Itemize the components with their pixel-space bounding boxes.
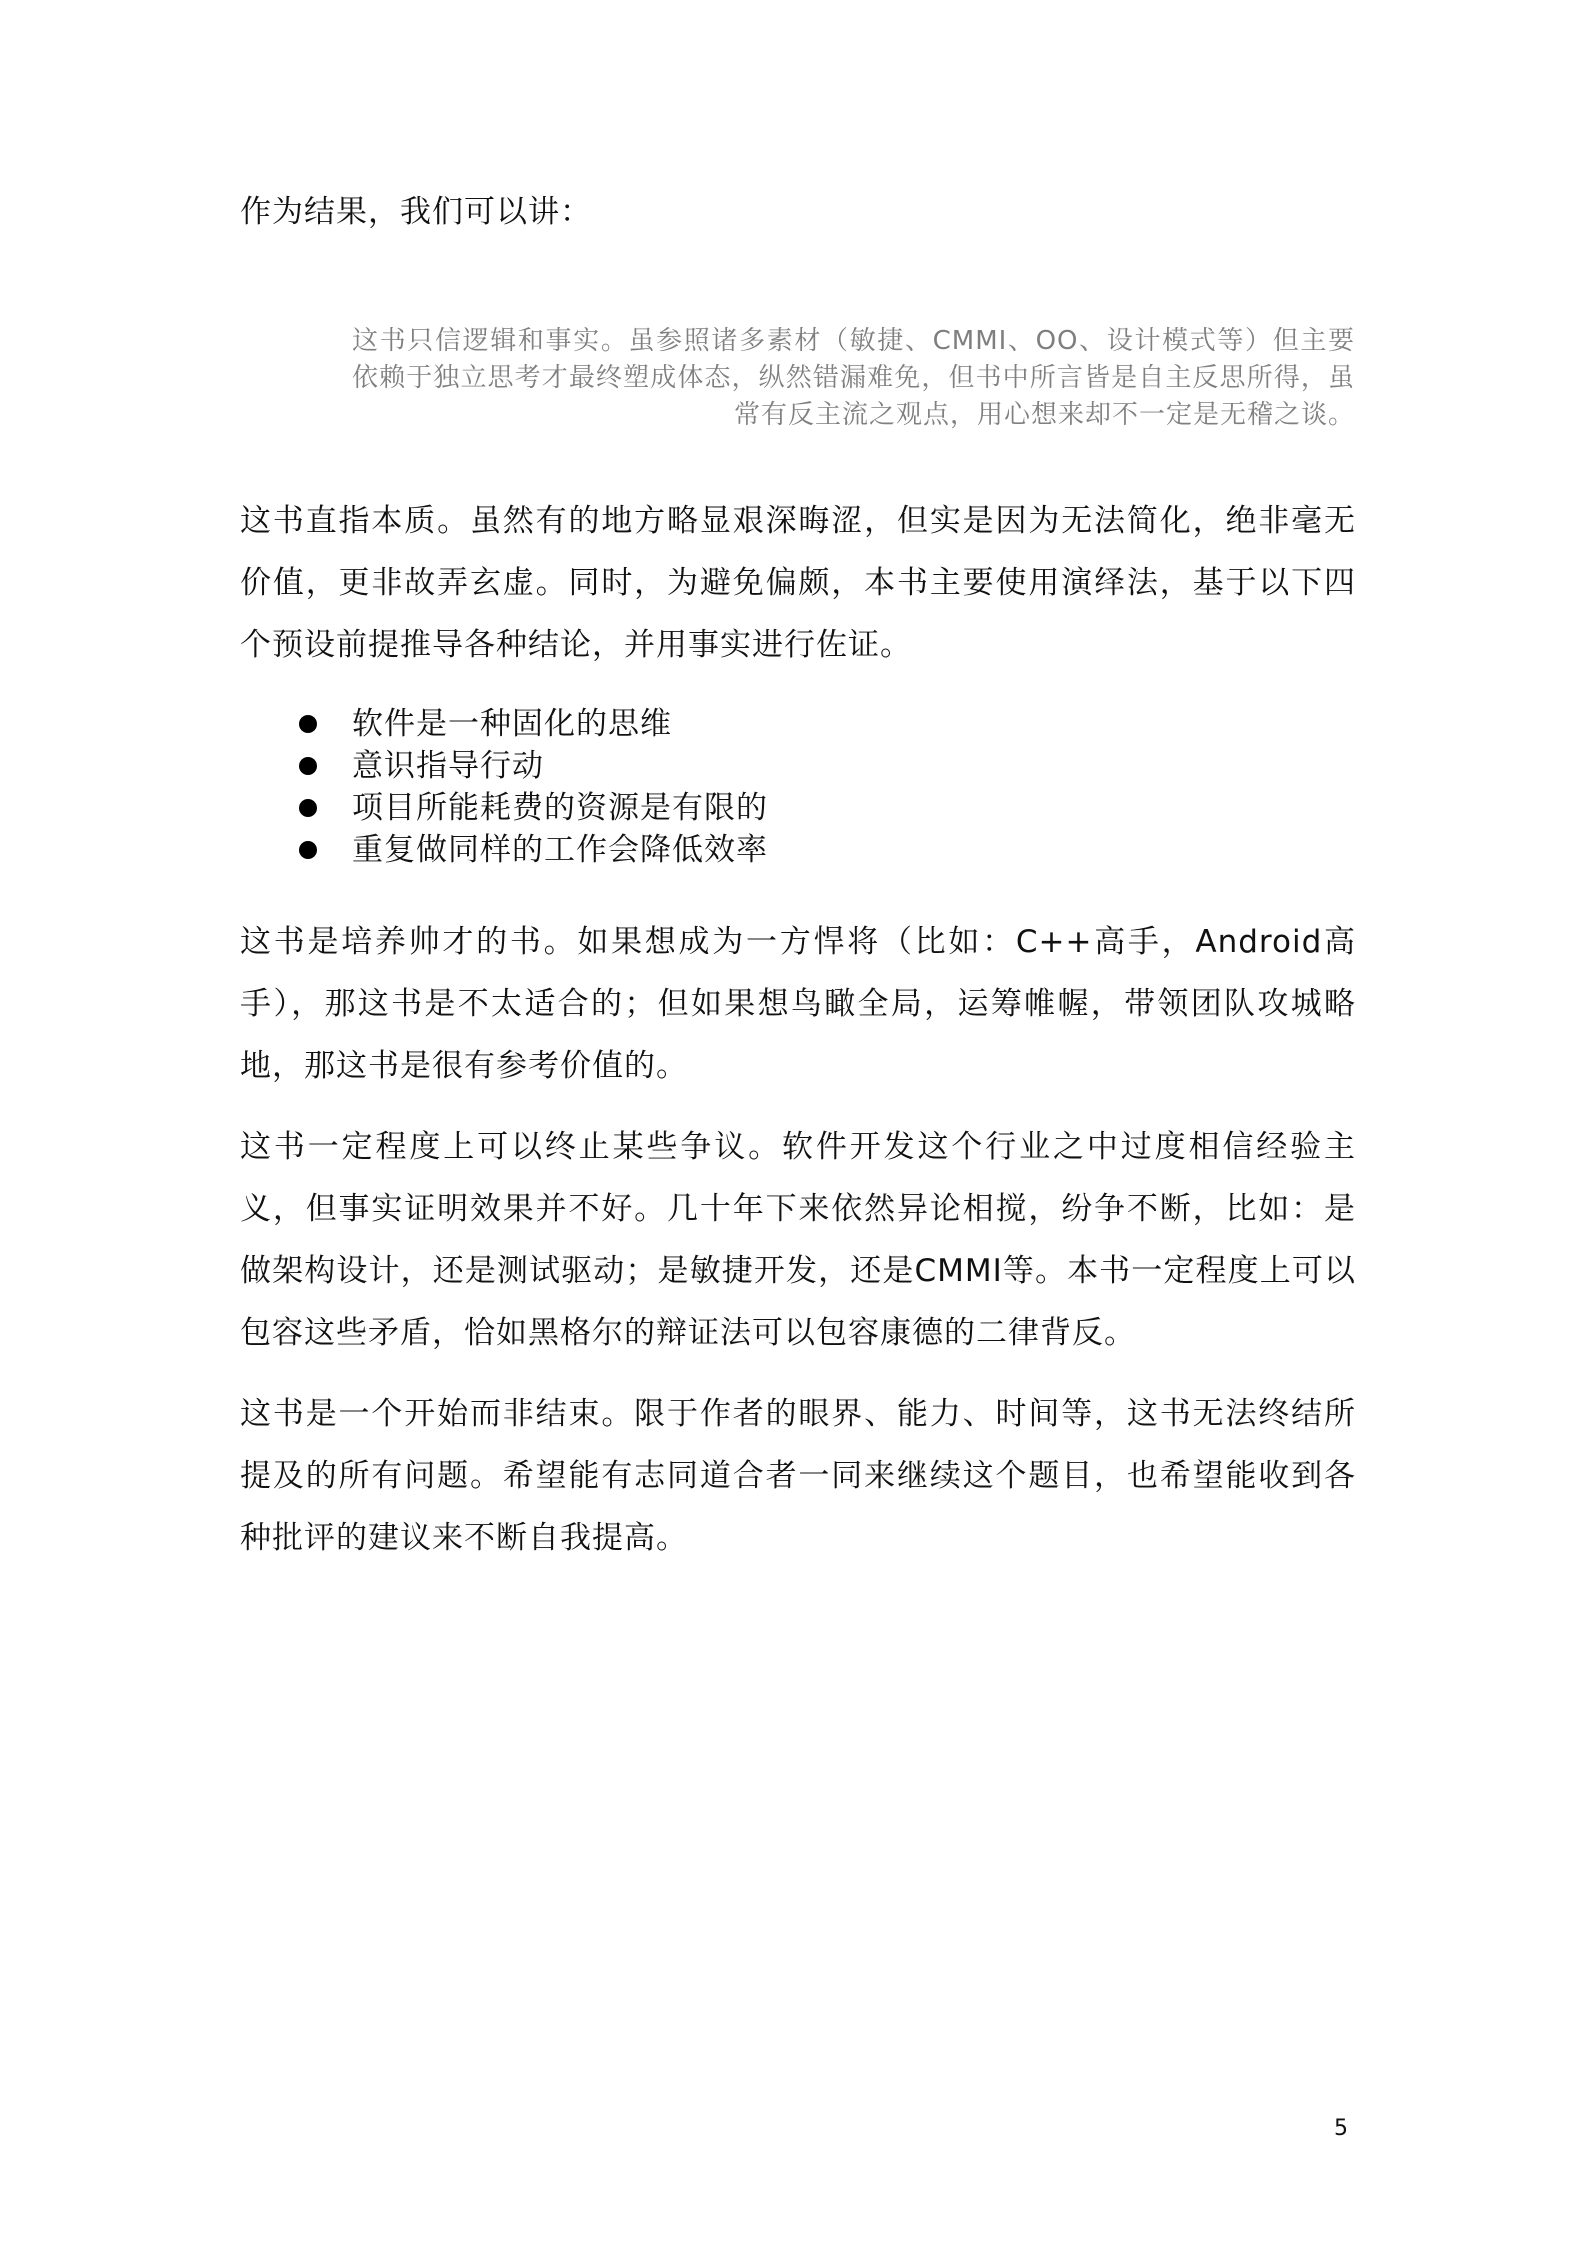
intro-line: 作为结果，我们可以讲：	[240, 194, 592, 230]
paragraph-beginning: 这书是一个开始而非结束。限于作者的眼界、能力、时间等，这书无法终结所提及的所有问题。希望能有志同道合者一同来继续这个题目，也希望能收到各种批评的建议来不断自我提高。	[240, 1396, 1356, 1556]
bullet-icon	[299, 715, 317, 733]
premise-item	[240, 787, 768, 829]
premise-text: 重复做同样的工作会降低效率	[352, 832, 768, 868]
paragraph-controversy: 这书一定程度上可以终止某些争议。软件开发这个行业之中过度相信经验主义，但事实证明效果并不好。几十年下来依然异论相搅，纷争不断，比如：是做架构设计，还是测试驱动；是敏捷开发，还是CMMI等。本书一定程度上可以包容这些矛盾，恰如黑格尔的辩证法可以包容康德的二律背反。	[240, 1129, 1356, 1351]
premise-item	[240, 703, 768, 745]
bullet-icon	[299, 799, 317, 817]
bullet-icon	[299, 841, 317, 859]
premise-text: 项目所能耗费的资源是有限的	[352, 790, 768, 826]
bullet-icon	[299, 757, 317, 775]
premise-item	[240, 745, 768, 787]
premise-item	[240, 829, 768, 871]
quote-block: 这书只信逻辑和事实。虽参照诸多素材（敏捷、CMMI、OO、设计模式等）但主要依赖于独立思考才最终塑成体态，纵然错漏难免，但书中所言皆是自主反思所得，虽常有反主流之观点，用心想来却不一定是无稽之谈。	[352, 326, 1355, 430]
paragraph-leadership: 这书是培养帅才的书。如果想成为一方悍将（比如：C++高手，Android高手），那这书是不太适合的；但如果想鸟瞰全局，运筹帷幄，带领团队攻城略地，那这书是很有参考价值的。	[240, 924, 1356, 1084]
premise-list	[240, 703, 768, 871]
premise-text: 意识指导行动	[352, 748, 544, 784]
premise-text: 软件是一种固化的思维	[352, 706, 672, 742]
paragraph-essence: 这书直指本质。虽然有的地方略显艰深晦涩，但实是因为无法简化，绝非毫无价值，更非故弄玄虚。同时，为避免偏颇，本书主要使用演绎法，基于以下四个预设前提推导各种结论，并用事实进行佐证。	[240, 503, 1356, 663]
page-number: 5	[1334, 2116, 1348, 2141]
